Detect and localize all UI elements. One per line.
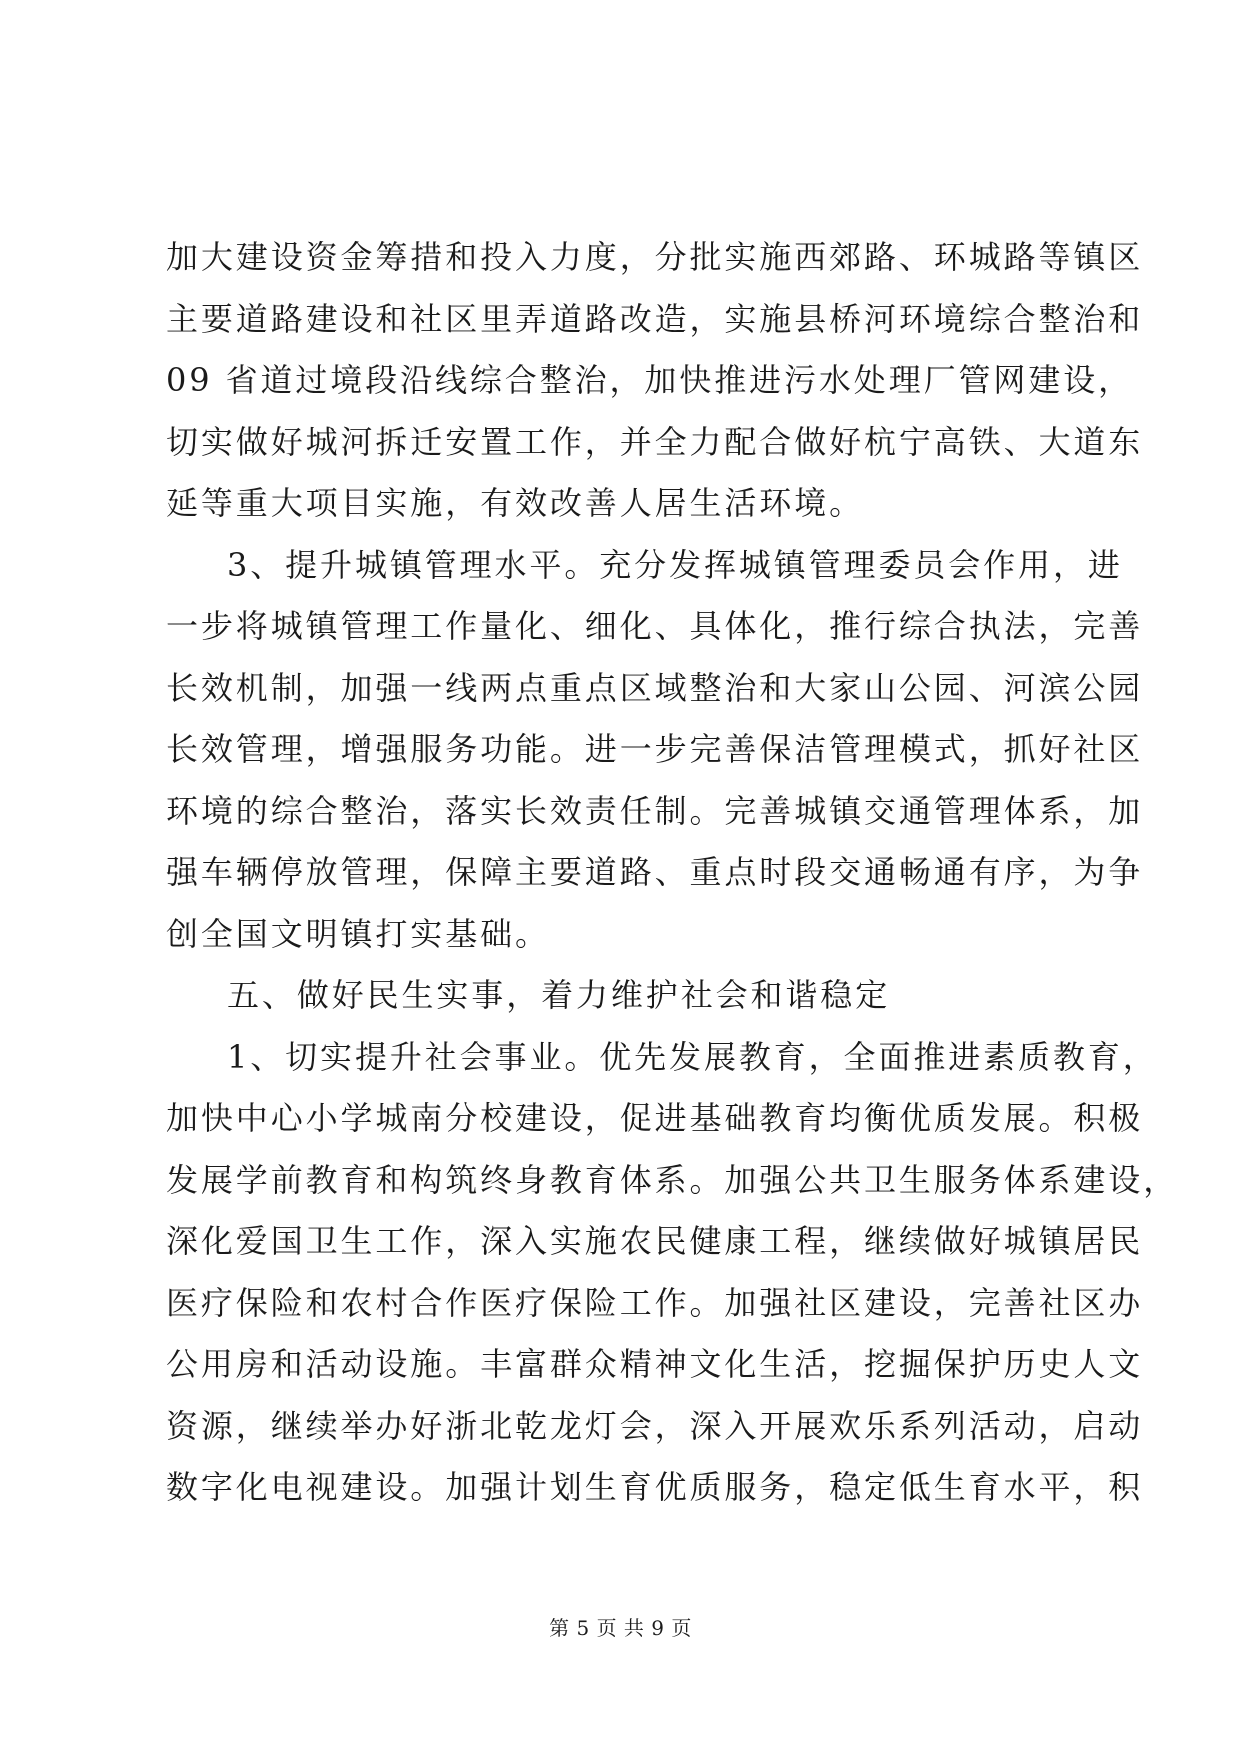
paragraph-line: 延等重大项目实施，有效改善人居生活环境。 xyxy=(166,484,865,522)
paragraph-line: 数字化电视建设。加强计划生育优质服务，稳定低生育水平，积 xyxy=(166,1468,1144,1506)
paragraph-line: 资源，继续举办好浙北乾龙灯会，深入开展欢乐系列活动，启动 xyxy=(166,1406,1144,1445)
paragraph-line: 09 省道过境段沿线综合整治，加快推进污水处理厂管网建设， xyxy=(166,361,1133,399)
paragraph-line: 长效机制，加强一线两点重点区域整治和大家山公园、河滨公园 xyxy=(166,668,1144,707)
paragraph-line: 医疗保险和农村合作医疗保险工作。加强社区建设，完善社区办 xyxy=(166,1283,1144,1322)
paragraph-line: 3、提升城镇管理水平。充分发挥城镇管理委员会作用，进 xyxy=(227,545,1123,584)
paragraph-line: 环境的综合整治，落实长效责任制。完善城镇交通管理体系，加 xyxy=(166,791,1144,830)
paragraph-line: 长效管理，增强服务功能。进一步完善保洁管理模式，抓好社区 xyxy=(166,730,1144,768)
section-heading: 五、做好民生实事，着力维护社会和谐稳定 xyxy=(227,976,891,1014)
paragraph-line: 强车辆停放管理，保障主要道路、重点时段交通畅通有序，为争 xyxy=(166,853,1144,891)
paragraph-line: 切实做好城河拆迁安置工作，并全力配合做好杭宁高铁、大道东 xyxy=(166,422,1144,461)
page-number-footer: 第 5 页 共 9 页 xyxy=(549,1616,692,1640)
document-body xyxy=(166,227,1179,1519)
paragraph-line: 发展学前教育和构筑终身教育体系。加强公共卫生服务体系建设， xyxy=(166,1160,1179,1199)
paragraph-line: 一步将城镇管理工作量化、细化、具体化，推行综合执法，完善 xyxy=(166,607,1144,645)
paragraph-line: 主要道路建设和社区里弄道路改造，实施县桥河环境综合整治和 xyxy=(166,299,1144,338)
paragraph-line: 加大建设资金筹措和投入力度，分批实施西郊路、环城路等镇区 xyxy=(166,238,1144,276)
paragraph-line: 深化爱国卫生工作，深入实施农民健康工程，继续做好城镇居民 xyxy=(166,1222,1144,1260)
paragraph-line: 创全国文明镇打实基础。 xyxy=(166,914,550,953)
paragraph-line: 公用房和活动设施。丰富群众精神文化生活，挖掘保护历史人文 xyxy=(166,1345,1144,1383)
paragraph-line: 1、切实提升社会事业。优先发展教育，全面推进素质教育， xyxy=(227,1037,1158,1076)
paragraph-line: 加快中心小学城南分校建设，促进基础教育均衡优质发展。积极 xyxy=(166,1099,1144,1137)
